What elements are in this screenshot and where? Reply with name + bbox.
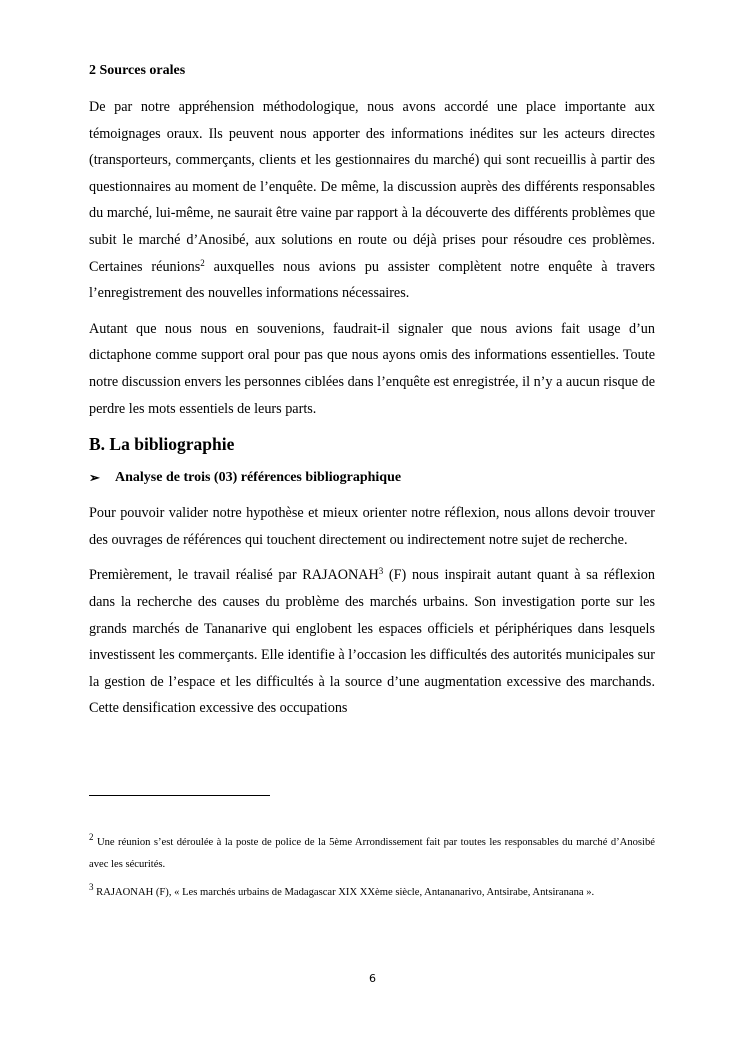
paragraph-dictaphone: Autant que nous nous en souvenions, faudrait-il signaler que nous avions fait usage d’un dictaphone comme support oral pour pas que nous ayons omis des informations essentielles. Toute notre discussion envers les personnes ciblées dans l’enquête est enregistrée, il n’y a aucun risque de perdre les mots essentiels de leurs parts. (89, 320, 655, 417)
bullet-text: Analyse de trois (03) références bibliographique (115, 470, 402, 486)
footnote-number: 3 (89, 882, 94, 892)
arrow-bullet-icon: ➢ (89, 470, 100, 486)
paragraph-rajaonah (89, 562, 655, 722)
page-number: 6 (369, 972, 376, 985)
section-heading-bibliography: B. La bibliographie (89, 434, 235, 455)
paragraph-text: (F) nous inspirait autant quant à sa réflexion dans la recherche des causes du problème des marchés urbains. Son investigation porte sur les grands marchés de Tananarive qui englobent les espaces officiels et périphériques dans lesquels investissent les commerçants. Elle identifie à l’occasion les difficultés des autorités municipales sur la gestion de l’espace et les difficultés à la source d’une augmentation excessive des marchands. Cette densification excessive des occupations (89, 567, 655, 717)
page-body (89, 58, 655, 731)
footnote-separator (89, 795, 270, 796)
footnote-text: RAJAONAH (F), « Les marchés urbains de Madagascar XIX XXème siècle, Antananarivo, Antsirabe, Antsiranana ». (93, 887, 595, 898)
bullet-item (89, 465, 655, 491)
paragraph-text: Premièrement, le travail réalisé par RAJAONAH (89, 567, 379, 584)
paragraph-oral-testimonies (89, 94, 655, 307)
paragraph-text: De par notre appréhension méthodologique, nous avons accordé une place importante aux témoignages oraux. Ils peuvent nous apporter des informations inédites sur les acteurs directes (transporteurs, commerçants, clients et les gestionnaires du marché) qui sont recueillis à partir des questionnaires au moment de l’enquête. De même, la discussion auprès des différents responsables du marché, lui-même, ne saurait être vaine par rapport à la découverte des différents problèmes que subit le marché d’Anosibé, aux solutions en route ou déjà prises pour résoudre ces problèmes. Certaines réunions (89, 99, 655, 275)
footnote-number: 2 (89, 832, 94, 842)
footnote-ref-2[interactable]: 2 (200, 257, 205, 268)
footnote-ref-3[interactable]: 3 (378, 566, 384, 577)
footnote-2 (89, 832, 655, 876)
section-heading-oral-sources: 2 Sources orales (89, 63, 186, 78)
paragraph-text: auxquelles nous avions pu assister complètent notre enquête à travers l’enregistrement des nouvelles informations nécessaires. (89, 258, 655, 302)
footnote-3 (89, 882, 655, 904)
footnote-text: Une réunion s’est déroulée à la poste de police de la 5ème Arrondissement fait par toutes les responsables du marché d’Anosibé avec les sécurités. (89, 837, 655, 870)
paragraph-references-intro: Pour pouvoir valider notre hypothèse et mieux orienter notre réflexion, nous allons devoir trouver des ouvrages de références qui touchent directement ou indirectement notre sujet de recherche. (89, 505, 655, 548)
